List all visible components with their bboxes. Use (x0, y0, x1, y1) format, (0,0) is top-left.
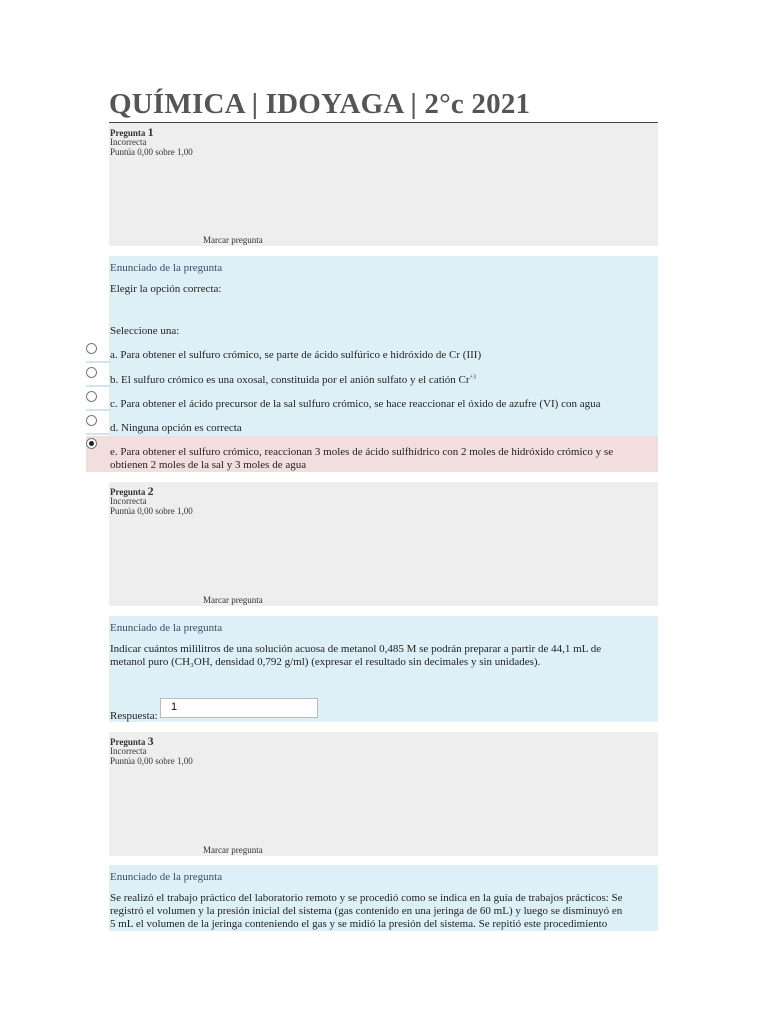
radio-b[interactable] (86, 367, 97, 378)
question-1-select-label: Seleccione una: (110, 325, 180, 337)
question-3-flag-link[interactable]: Marcar pregunta (203, 845, 263, 855)
option-a[interactable] (86, 343, 658, 367)
option-e-text-line1: e. Para obtener el sulfuro crómico, reaccionan 3 moles de ácido sulfhídrico con 2 moles de hidróxido crómico y se (110, 446, 614, 458)
question-1-enunciado: Enunciado de la pregunta (110, 262, 223, 274)
option-b-text (110, 374, 476, 386)
question-number: 1 (147, 125, 154, 139)
radio-e-selected[interactable] (86, 438, 97, 449)
option-a-text: a. Para obtener el sulfuro crómico, se parte de ácido sulfúrico e hidróxido de Cr (III) (110, 349, 482, 361)
radio-d[interactable] (86, 415, 97, 426)
option-c-text: c. Para obtener el ácido precursor de la sal sulfuro crómico, se hace reaccionar el óxido de azufre (VI) con agua (110, 398, 601, 410)
question-3-score: Puntúa 0,00 sobre 1,00 (110, 756, 193, 766)
question-1-flag-link[interactable]: Marcar pregunta (203, 235, 263, 245)
option-d-text: d. Ninguna opción es correcta (110, 422, 242, 434)
option-e-text-line2: obtienen 2 moles de la sal y 3 moles de agua (110, 459, 307, 471)
question-number: 2 (147, 484, 154, 498)
answer-input[interactable]: 1 (160, 698, 318, 718)
question-label-text: Pregunta (110, 128, 146, 138)
option-separator (86, 433, 110, 435)
question-1-prompt: Elegir la opción correcta: (110, 283, 222, 295)
question-1-status: Incorrecta (110, 137, 147, 147)
question-label-text: Pregunta (110, 487, 146, 497)
question-2-enunciado: Enunciado de la pregunta (110, 622, 223, 634)
question-3-prompt-line2: registró el volumen y la presión inicial del sistema (gas contenido en una jeringa de 60 mL) y luego se disminuyó en (110, 905, 623, 917)
page-title: QUÍMICA | IDOYAGA | 2°c 2021 (109, 88, 531, 120)
question-3-info (109, 732, 658, 856)
question-3-prompt-line1: Se realizó el trabajo práctico del laboratorio remoto y se procedió como se indica en la guía de trabajos prácticos: Se (110, 892, 623, 904)
question-2-score: Puntúa 0,00 sobre 1,00 (110, 506, 193, 516)
question-3-prompt-line3: 5 mL el volumen de la jeringa conteniendo el gas y se midió la presión del sistema. Se repitió este procedimiento (110, 918, 608, 930)
question-2-prompt-line1: Indicar cuántos mililitros de una solución acuosa de metanol 0,485 M se podrán preparar a partir de 44,1 mL de (110, 643, 602, 655)
radio-a[interactable] (86, 343, 97, 354)
question-number: 3 (147, 734, 154, 748)
option-b-main: b. El sulfuro crómico es una oxosal, constituida por el anión sulfato y el catión Cr (110, 374, 470, 386)
option-d[interactable] (86, 415, 658, 437)
question-3-enunciado: Enunciado de la pregunta (110, 871, 223, 883)
option-separator (86, 385, 110, 387)
question-2-info (109, 482, 658, 606)
answer-label: Respuesta: (110, 710, 158, 722)
option-b-superscript: +3 (469, 374, 476, 381)
question-2-prompt-line2: metanol puro (CH₃OH, densidad 0,792 g/ml) (expresar el resultado sin decimales y sin unidades). (110, 656, 541, 668)
question-1-info (109, 123, 658, 246)
question-3-content (109, 865, 658, 931)
option-separator (86, 361, 110, 363)
question-2-flag-link[interactable]: Marcar pregunta (203, 595, 263, 605)
question-3-status: Incorrecta (110, 746, 147, 756)
option-c[interactable] (86, 391, 658, 415)
option-e[interactable] (86, 438, 658, 472)
question-label-text: Pregunta (110, 737, 146, 747)
radio-c[interactable] (86, 391, 97, 402)
question-2-status: Incorrecta (110, 496, 147, 506)
option-separator (86, 409, 110, 411)
option-b[interactable] (86, 367, 658, 391)
question-1-score: Puntúa 0,00 sobre 1,00 (110, 147, 193, 157)
